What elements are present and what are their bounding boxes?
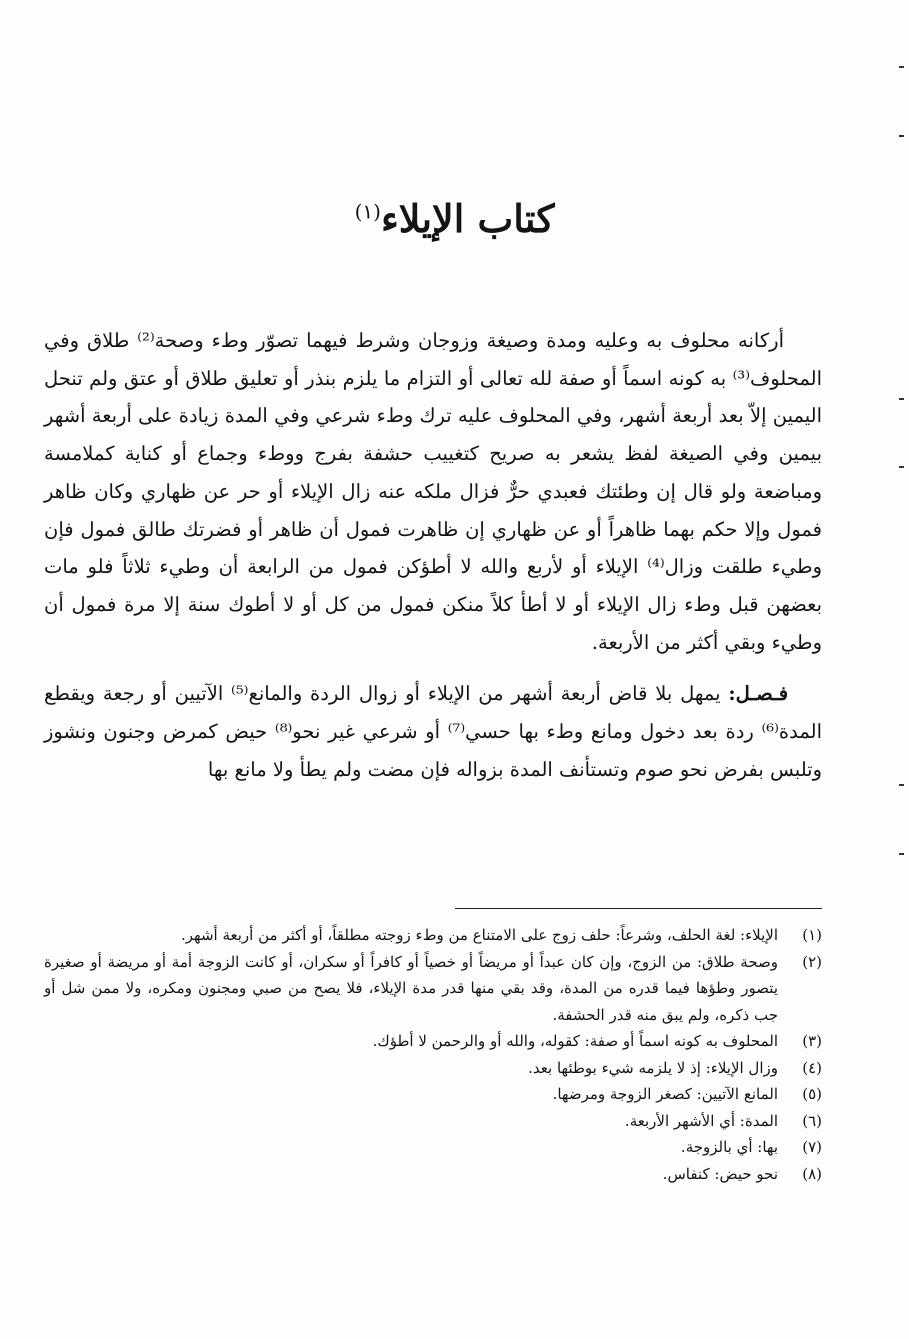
margin-mark: [899, 398, 904, 400]
title-footnote-ref: (١): [354, 199, 381, 224]
footnote-number: (١): [802, 926, 822, 944]
footnote-number: (٤): [802, 1058, 822, 1077]
margin-mark: [899, 784, 904, 786]
footnote-number: (٨): [802, 1164, 822, 1183]
footnote-6: [44, 1108, 822, 1135]
margin-mark: [899, 66, 904, 68]
paragraph-fasl-text: يمهل بلا قاض أربعة أشهر من الإيلاء أو زوال الردة والمانع⁽⁵⁾ الآتيين أو رجعة ويقطع المدة⁽⁶⁾ ردة بعد دخول ومانع وطء بها حسي⁽⁷⁾ أو شرعي غير نحو⁽⁸⁾ حيض كمرض وجنون ونشوز وتلبس بفرض نحو صوم وتستأنف المدة بزواله فإن مضت ولم يطأ ولا مانع بها: [44, 682, 822, 781]
footnote-number: (٥): [802, 1085, 822, 1103]
paragraph-arkan: أركانه محلوف به وعليه ومدة وصيغة وزوجان وشرط فيهما تصوّر وطء وصحة⁽²⁾ طلاق وفي المحلوف⁽³⁾ به كونه اسماً أو صفة لله تعالى أو التزام ما يلزم بنذر أو تعليق طلاق أو عتق ولم تنحل اليمين إلاّ بعد أربعة أشهر، وفي المحلوف عليه ترك وطء شرعي وفي المدة زيادة على أربعة أشهر بيمين وفي الصيغة لفظ يشعر به صريح كتغييب حشفة بفرج ووطء وجماع أو كناية كملامسة ومباضعة ولو قال إن وطئتك فعبدي حرٌّ فزال ملكه عنه زال الإيلاء أو حر عن ظهاري وكان ظاهر فمول وإلا حكم بهما ظاهراً أو عن ظهاري إن ظاهرت فمول أن ظاهر أو فضرتك طالق فمول فإن وطيء طلقت وزال⁽⁴⁾ الإيلاء أو لأربع والله لا أطؤكن فمول من الرابعة أن وطيء ثلاثاً فلو مات بعضهن قبل وطء زال الإيلاء أو لا أطأ كلاً منكن فمول من كل أو لا أطوك سنة إلا مرة فمول أن وطيء وبقي أكثر من الأربعة.: [44, 329, 822, 654]
section-heading-fasl: فـصـل:: [728, 682, 789, 706]
margin-mark: [899, 466, 904, 468]
footnote-text: وصحة طلاق: من الزوج، وإن كان عبداً أو مريضاً أو خصياً أو كافراً أو سكران، أو كانت الزوجة أمة أو مريضة أو صغيرة يتصور وطؤها فيما قدره من المدة، وقد بقي منها قدر مدة الإيلاء، فلا يصح من صبي ومجنون ومكره، ولا ممن شل أو جب ذكره، ولم يبق منه قدر الحشفة.: [44, 952, 778, 1024]
footnote-text: المحلوف به كونه اسماً أو صفة: كقوله، والله أو والرحمن لا أطؤك.: [372, 1032, 778, 1050]
margin-mark: [899, 853, 904, 855]
footnote-text: نحو حيض: كنفاس.: [662, 1164, 778, 1183]
footnote-text: وزال الإيلاء: إذ لا يلزمه شيء بوطئها بعد.: [528, 1058, 778, 1077]
main-text: [44, 322, 822, 788]
footnote-number: (٧): [802, 1138, 822, 1156]
footnote-1: [44, 922, 822, 949]
footnote-5: [44, 1081, 822, 1108]
footnote-4: [44, 1055, 822, 1082]
footnote-text: بها: أي بالزوجة.: [680, 1138, 778, 1156]
footnote-number: (٣): [802, 1032, 822, 1050]
paragraph-fasl: [44, 675, 822, 788]
footnote-text: الإيلاء: لغة الحلف، وشرعاً: حلف زوج على الامتناع من وطء زوجته مطلقاً، أو أكثر من أربعة أشهر.: [181, 926, 778, 944]
footnote-text: المدة: أي الأشهر الأربعة.: [624, 1111, 778, 1130]
margin-mark: [899, 135, 904, 137]
footnote-divider: [455, 908, 822, 909]
chapter-title: [0, 196, 909, 241]
footnote-number: (٦): [802, 1111, 822, 1130]
footnote-8: [44, 1161, 822, 1188]
footnote-7: [44, 1134, 822, 1161]
footnote-2: [44, 949, 822, 1029]
footnote-number: (٢): [802, 952, 822, 971]
footnote-3: [44, 1028, 822, 1055]
footnotes: [44, 922, 822, 1187]
footnote-text: المانع الآتيين: كصغر الزوجة ومرضها.: [552, 1085, 778, 1103]
chapter-title-text: كتاب الإيلاء: [380, 196, 555, 241]
